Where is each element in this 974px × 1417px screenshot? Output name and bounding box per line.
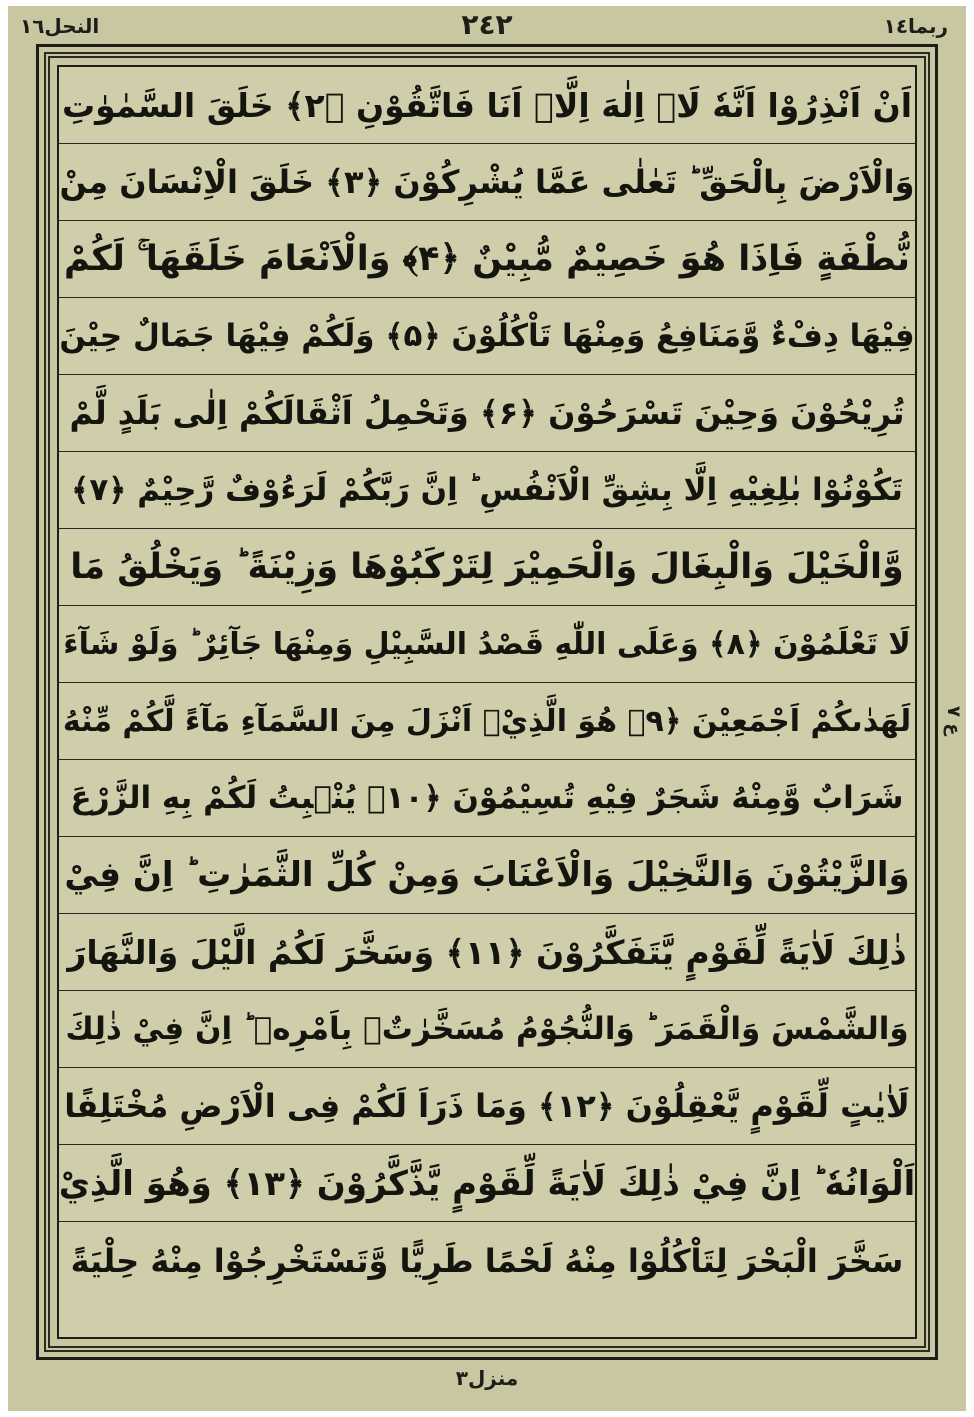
text-line-1: اَنْ اَنْذِرُوْا اَنَّهٗ لَاۤ اِلٰهَ اِلَّاۤ اَنَا فَاتَّقُوْنِ ﴿۲﴾ خَلَقَ السَّمٰوٰتِ <box>59 67 915 144</box>
text-line-15: اَلْوَانُهٗ ؕ اِنَّ فِيْ ذٰلِكَ لَاٰيَةً لِّقَوْمٍ يَّذَّكَّرُوْنَ ﴿۱۳﴾ وَهُوَ الَّذِيْ <box>59 1145 915 1222</box>
text-line-16: سَخَّرَ الْبَحْرَ لِتَاْكُلُوْا مِنْهُ لَحْمًا طَرِيًّا وَّتَسْتَخْرِجُوْا مِنْهُ حِلْيَةً <box>70 1241 904 1280</box>
text-line-8: لَا تَعْلَمُوْنَ ﴿۸﴾ وَعَلَى اللّٰهِ قَصْدُ السَّبِيْلِ وَمِنْهَا جَآئِرٌ ؕ وَلَوْ شَآءَ <box>59 606 915 683</box>
ruku-marker: ع ٧ <box>943 706 964 736</box>
text-line-6: تَكُوْنُوْا بٰلِغِيْهِ اِلَّا بِشِقِّ الْاَنْفُسِ ؕ اِنَّ رَبَّكُمْ لَرَءُوْفٌ رَّحِيْمٌ ﴿۷﴾ <box>59 452 915 529</box>
text-line-14: لَاٰيٰتٍ لِّقَوْمٍ يَّعْقِلُوْنَ ﴿۱۲﴾ وَمَا ذَرَاَ لَكُمْ فِى الْاَرْضِ مُخْتَلِفًا <box>59 1068 915 1145</box>
text-block <box>57 65 917 1339</box>
text-line-10: شَرَابٌ وَّمِنْهُ شَجَرٌ فِيْهِ تُسِيْمُوْنَ ﴿۱۰﴾ يُنْۢبِتُ لَكُمْ بِهِ الزَّرْعَ <box>59 760 915 837</box>
ornamental-frame <box>36 44 938 1360</box>
manzil-footer: منزل٣ <box>455 1366 519 1390</box>
mushaf-page <box>8 6 966 1411</box>
text-line-5: تُرِيْحُوْنَ وَحِيْنَ تَسْرَحُوْنَ ﴿۶﴾ وَتَحْمِلُ اَثْقَالَكُمْ اِلٰى بَلَدٍ لَّمْ <box>59 375 915 452</box>
text-line-2: وَالْاَرْضَ بِالْحَقِّ ؕ تَعٰلٰى عَمَّا يُشْرِكُوْنَ ﴿۳﴾ خَلَقَ الْاِنْسَانَ مِنْ <box>59 144 915 221</box>
text-line-12: ذٰلِكَ لَاٰيَةً لِّقَوْمٍ يَّتَفَكَّرُوْنَ ﴿۱۱﴾ وَسَخَّرَ لَكُمُ الَّيْلَ وَالنَّهَارَ <box>59 914 915 991</box>
surah-name-header: النحل١٦ <box>20 14 100 38</box>
text-line-9: لَهَدٰىكُمْ اَجْمَعِيْنَ ﴿۹﴾ هُوَ الَّذِيْۤ اَنْزَلَ مِنَ السَّمَآءِ مَآءً لَّكُمْ مِّنْهُ <box>59 683 915 760</box>
text-line-11: وَالزَّيْتُوْنَ وَالنَّخِيْلَ وَالْاَعْنَابَ وَمِنْ كُلِّ الثَّمَرٰتِ ؕ اِنَّ فِيْ <box>59 837 915 914</box>
page-number: ٢٤٢ <box>461 8 513 41</box>
text-line-3: نُّطْفَةٍ فَاِذَا هُوَ خَصِيْمٌ مُّبِيْنٌ ﴿۴﴾ وَالْاَنْعَامَ خَلَقَهَا ۚ لَكُمْ <box>59 221 915 298</box>
text-line-13: وَالشَّمْسَ وَالْقَمَرَ ؕ وَالنُّجُوْمُ مُسَخَّرٰتٌۢ بِاَمْرِهٖ ؕ اِنَّ فِيْ ذٰلِكَ <box>59 991 915 1068</box>
text-line-4: فِيْهَا دِفْءٌ وَّمَنَافِعُ وَمِنْهَا تَاْكُلُوْنَ ﴿۵﴾ وَلَكُمْ فِيْهَا جَمَالٌ حِيْنَ <box>59 298 915 375</box>
juz-name-header: ربما١٤ <box>883 14 948 38</box>
text-line-7: وَّالْخَيْلَ وَالْبِغَالَ وَالْحَمِيْرَ لِتَرْكَبُوْهَا وَزِيْنَةً ؕ وَيَخْلُقُ مَا <box>59 529 915 606</box>
page-header <box>8 6 966 44</box>
